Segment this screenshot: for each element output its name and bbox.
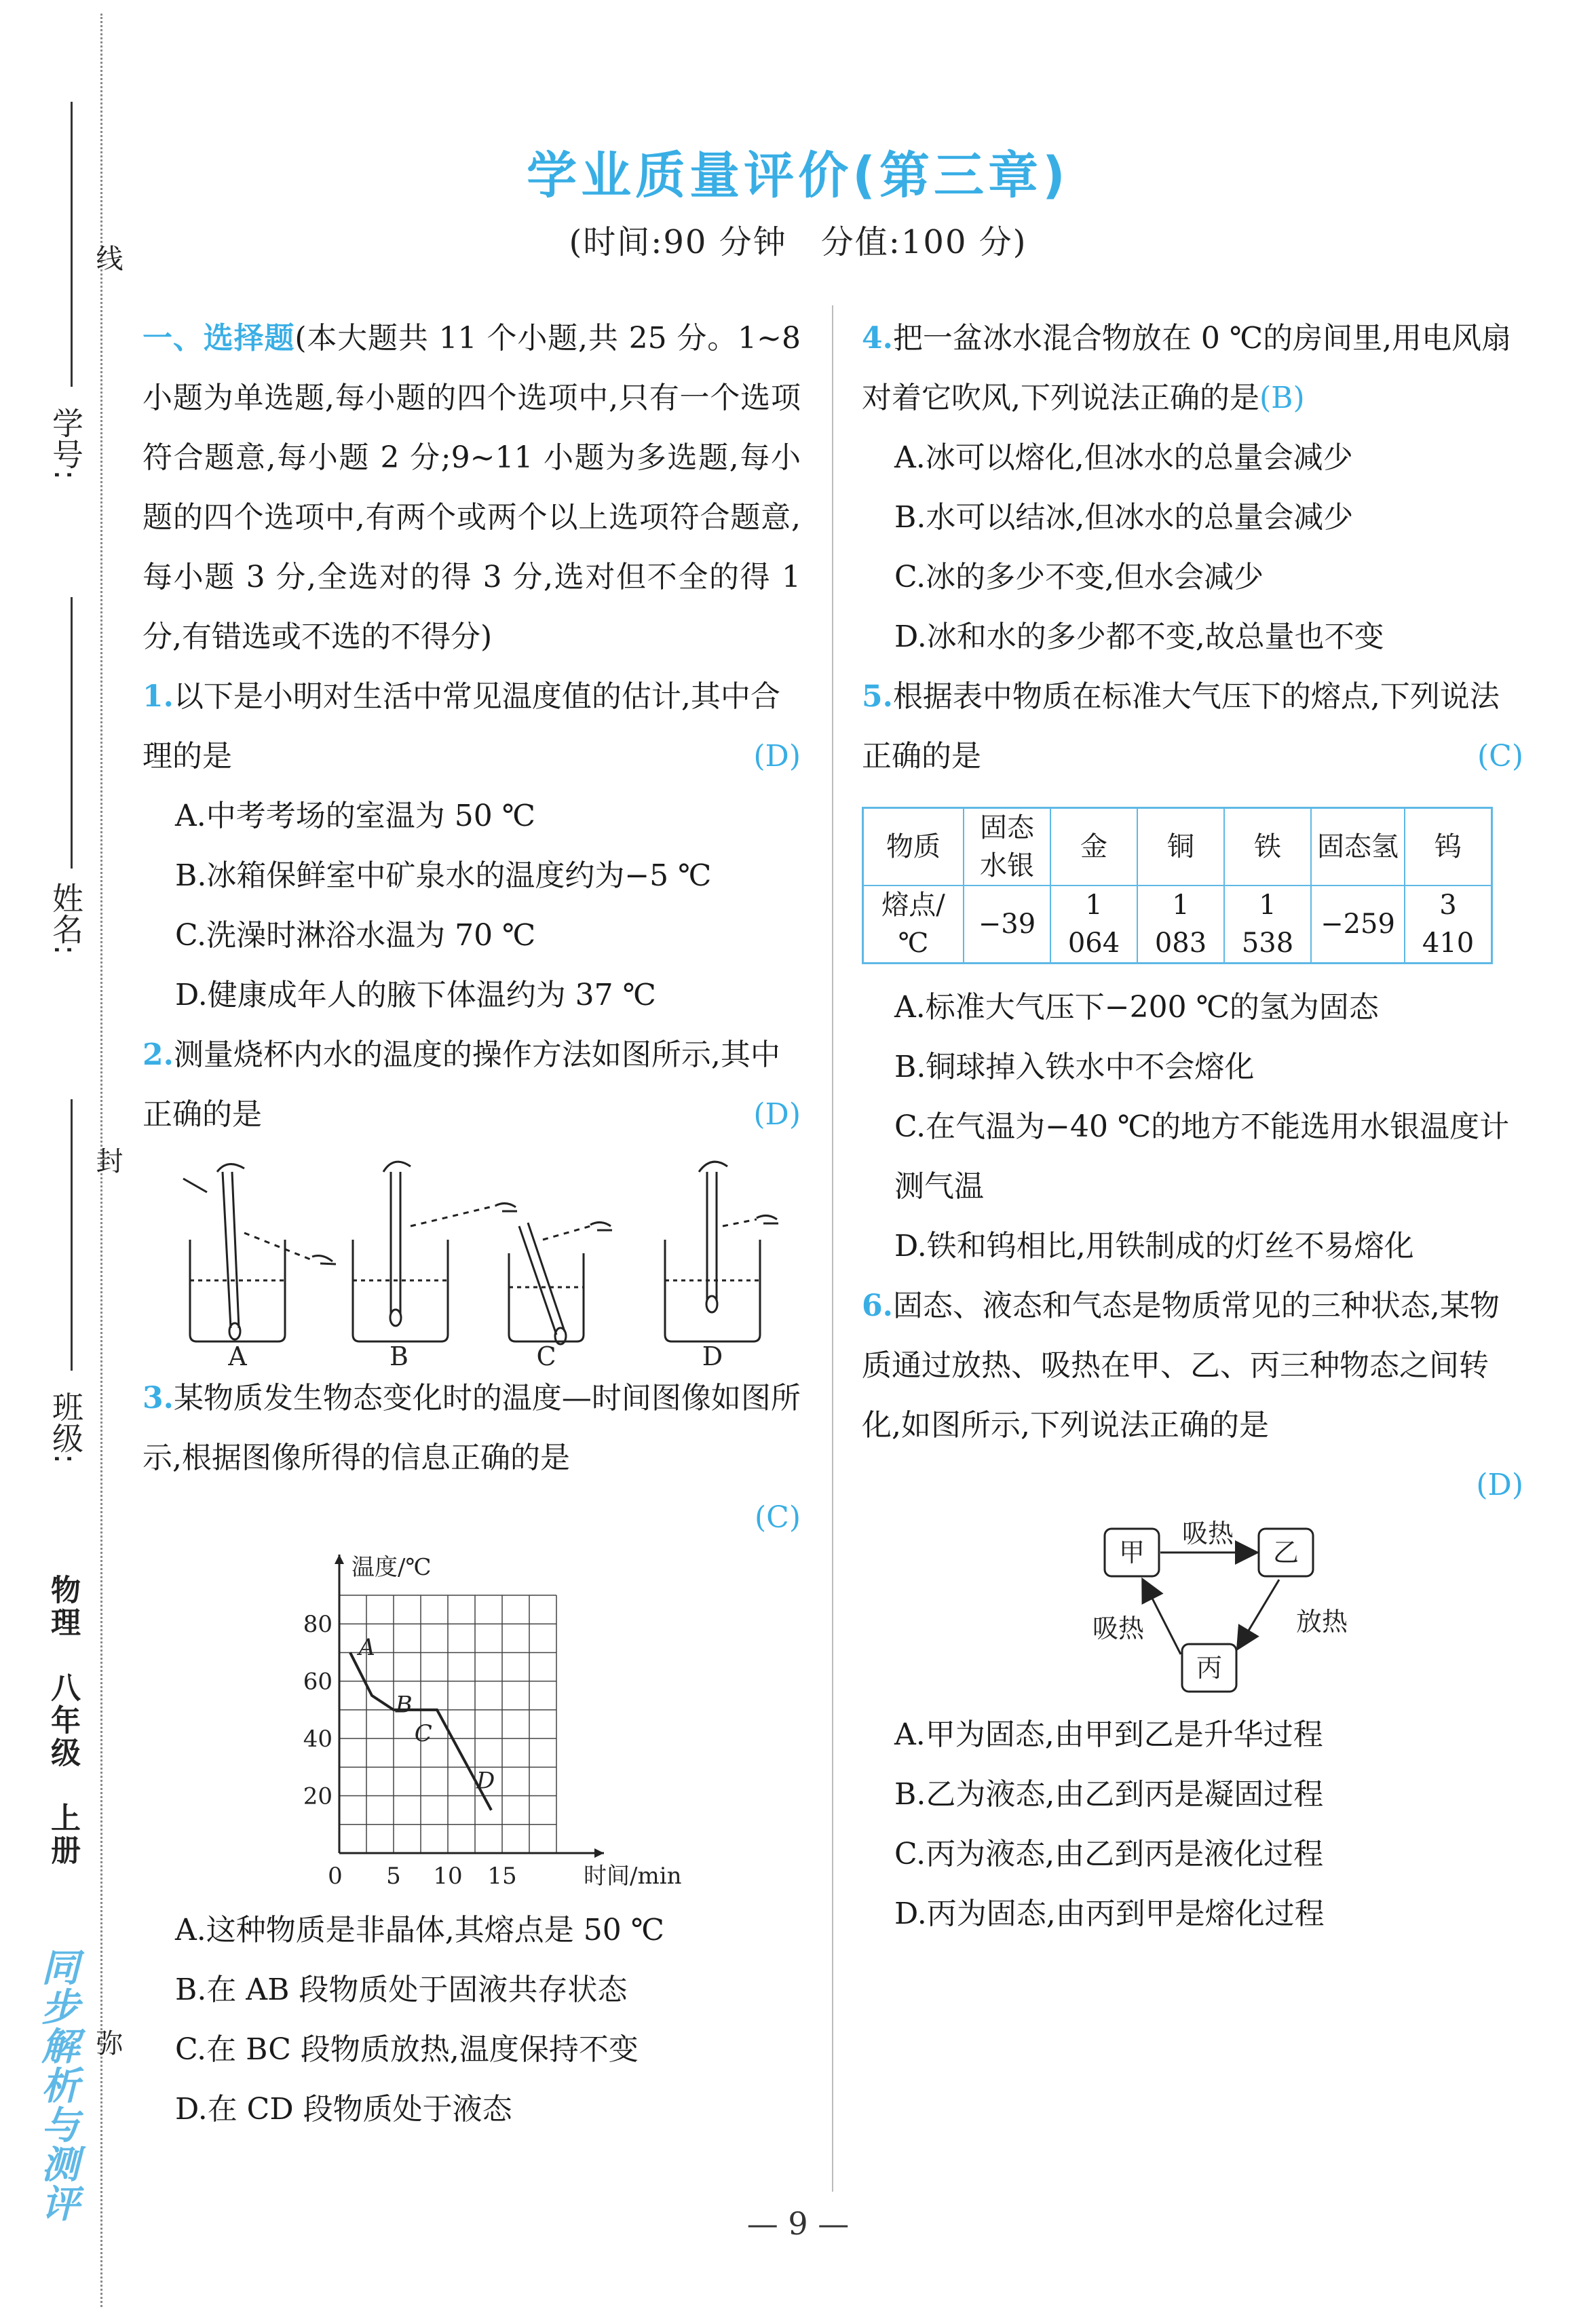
table-header-cell: 物质 bbox=[863, 808, 964, 886]
node-bing-label: 丙 bbox=[1196, 1653, 1223, 1683]
y-axis-arrow bbox=[335, 1555, 344, 1564]
table-cell: −259 bbox=[1311, 885, 1405, 964]
edge-bing-jia bbox=[1143, 1581, 1181, 1654]
option-a[interactable]: A.甲为固态,由甲到乙是升华过程 bbox=[894, 1717, 1323, 1752]
section-intro bbox=[142, 309, 801, 667]
question-2 bbox=[142, 1025, 801, 1369]
table-row bbox=[863, 885, 1492, 964]
question-number: 4. bbox=[862, 321, 893, 356]
table-cell: 1 538 bbox=[1224, 885, 1311, 964]
name-label: 姓名: bbox=[48, 882, 84, 955]
x-tick-label: 0 bbox=[328, 1863, 343, 1890]
y-tick-label: 60 bbox=[303, 1668, 332, 1696]
beaker-b bbox=[353, 1162, 517, 1341]
answer: (C) bbox=[755, 1500, 801, 1535]
beaker-c bbox=[509, 1222, 612, 1344]
option-b[interactable]: B.乙为液态,由乙到丙是凝固过程 bbox=[894, 1777, 1324, 1812]
seal-line-char: 线 bbox=[92, 244, 123, 271]
node-bing bbox=[1182, 1644, 1236, 1692]
table-cell: 1 083 bbox=[1137, 885, 1224, 964]
page-subtitle: (时间:90 分钟 分值:100 分) bbox=[569, 223, 1027, 261]
question-number: 5. bbox=[862, 679, 893, 714]
x-tick-label: 5 bbox=[386, 1863, 401, 1890]
answer: (D) bbox=[753, 1097, 801, 1132]
class-label: 班级: bbox=[48, 1391, 84, 1464]
option-c[interactable]: C.丙为液态,由乙到丙是液化过程 bbox=[894, 1837, 1324, 1871]
table-header-cell: 铁 bbox=[1224, 808, 1311, 886]
option-d[interactable]: D.丙为固态,由丙到甲是熔化过程 bbox=[894, 1897, 1325, 1931]
edge-label-release: 放热 bbox=[1296, 1607, 1348, 1637]
point-label-c: C bbox=[414, 1719, 432, 1747]
question-number: 6. bbox=[862, 1289, 893, 1323]
table-header-row bbox=[863, 808, 1492, 886]
point-label-d: D bbox=[476, 1767, 495, 1795]
table-cell: −39 bbox=[964, 885, 1050, 964]
state-transition-diagram bbox=[862, 1515, 1513, 1705]
point-label-b: B bbox=[395, 1691, 413, 1719]
edge-yi-bing bbox=[1238, 1580, 1279, 1647]
question-stem: 把一盆冰水混合物放在 0 ℃的房间里,用电风扇对着它吹风,下列说法正确的是 bbox=[862, 321, 1512, 415]
question-stem: 测量烧杯内水的温度的操作方法如图所示,其中正确的是 bbox=[142, 1037, 780, 1132]
figure-label-a: A bbox=[228, 1341, 247, 1369]
page-number: — 9 — bbox=[746, 2205, 850, 2242]
question-stem: 某物质发生物态变化时的温度—时间图像如图所示,根据图像所得的信息正确的是 bbox=[142, 1381, 801, 1475]
question-4 bbox=[862, 309, 1523, 667]
x-axis-label: 时间/min bbox=[584, 1863, 682, 1890]
question-stem: 以下是小明对生活中常见温度值的估计,其中合理的是 bbox=[142, 679, 780, 774]
table-header-cell: 铜 bbox=[1137, 808, 1224, 886]
x-axis-arrow bbox=[594, 1848, 604, 1858]
figure-label-c: C bbox=[536, 1341, 556, 1369]
question-3 bbox=[142, 1369, 801, 2139]
answer: (D) bbox=[1476, 1468, 1523, 1502]
y-tick-label: 20 bbox=[303, 1783, 332, 1810]
brand-logo-text: 同步解析与测评 bbox=[35, 1947, 79, 2223]
table-cell: 3 410 bbox=[1405, 885, 1492, 964]
left-column bbox=[142, 309, 801, 2139]
option-c[interactable]: C.在 BC 段物质放热,温度保持不变 bbox=[175, 2032, 639, 2067]
option-b[interactable]: B.铜球掉入铁水中不会熔化 bbox=[894, 1050, 1255, 1084]
section-instructions: (本大题共 11 个小题,共 25 分。1~8 小题为单选题,每小题的四个选项中,只有一个选项符合题意,每小题 2 分;9~11 小题为多选题,每小题的四个选项中,有两个或两个以上选项符合题意,每小题 3 分,全选对的得 3 分,选对但不全的得 1 分,有错选或不选的不得分) bbox=[142, 321, 801, 654]
node-jia-label: 甲 bbox=[1118, 1538, 1145, 1567]
table-header-cell: 固态水银 bbox=[964, 808, 1050, 886]
node-yi bbox=[1259, 1529, 1313, 1576]
melting-point-table bbox=[862, 807, 1493, 964]
section-heading: 一、选择题 bbox=[142, 321, 295, 356]
edge-label-absorb-top: 吸热 bbox=[1181, 1519, 1234, 1548]
node-yi-label: 乙 bbox=[1272, 1538, 1299, 1567]
table-header-cell: 钨 bbox=[1405, 808, 1492, 886]
question-5 bbox=[862, 667, 1523, 1276]
option-a[interactable]: A.中考考场的室温为 50 ℃ bbox=[175, 799, 535, 833]
name-blank[interactable] bbox=[71, 597, 73, 869]
temperature-time-chart bbox=[142, 1548, 794, 1901]
question-number: 3. bbox=[142, 1381, 174, 1415]
right-column bbox=[862, 309, 1523, 1944]
question-6 bbox=[862, 1276, 1523, 1944]
book-info: 物理 八年级 上册 bbox=[45, 1574, 80, 1867]
y-tick-label: 80 bbox=[303, 1611, 332, 1639]
seal-feng-char: 封 bbox=[92, 1147, 123, 1174]
class-blank[interactable] bbox=[71, 1099, 73, 1371]
option-c[interactable]: C.洗澡时淋浴水温为 70 ℃ bbox=[175, 918, 536, 953]
figure-label-b: B bbox=[390, 1341, 408, 1369]
thermometer-beakers-figure bbox=[142, 1145, 794, 1369]
option-b[interactable]: B.在 AB 段物质处于固液共存状态 bbox=[175, 1973, 628, 2007]
question-1 bbox=[142, 667, 801, 1025]
x-tick-label: 10 bbox=[433, 1863, 463, 1890]
option-c[interactable]: C.在气温为−40 ℃的地方不能选用水银温度计测气温 bbox=[894, 1109, 1510, 1204]
question-stem: 根据表中物质在标准大气压下的熔点,下列说法正确的是 bbox=[862, 679, 1500, 774]
beaker-d bbox=[665, 1162, 778, 1341]
option-a[interactable]: A.这种物质是非晶体,其熔点是 50 ℃ bbox=[175, 1913, 664, 1947]
option-a[interactable]: A.标准大气压下−200 ℃的氢为固态 bbox=[894, 990, 1379, 1025]
question-number: 2. bbox=[142, 1037, 174, 1072]
option-d[interactable]: D.冰和水的多少都不变,故总量也不变 bbox=[894, 620, 1384, 654]
table-row-label: 熔点/℃ bbox=[863, 885, 964, 964]
student-number-label: 学号: bbox=[48, 407, 84, 480]
figure-label-d: D bbox=[702, 1341, 723, 1369]
table-cell: 1 064 bbox=[1050, 885, 1137, 964]
y-axis-label: 温度/℃ bbox=[352, 1554, 432, 1581]
seal-mi-char: 弥 bbox=[92, 2029, 123, 2056]
option-d[interactable]: D.健康成年人的腋下体温约为 37 ℃ bbox=[175, 978, 656, 1012]
option-b[interactable]: B.水可以结冰,但冰水的总量会减少 bbox=[894, 500, 1354, 535]
option-d[interactable]: D.在 CD 段物质处于液态 bbox=[175, 2092, 512, 2127]
option-d[interactable]: D.铁和钨相比,用铁制成的灯丝不易熔化 bbox=[894, 1229, 1414, 1263]
option-b[interactable]: B.冰箱保鲜室中矿泉水的温度约为−5 ℃ bbox=[175, 858, 712, 893]
beaker-a bbox=[183, 1164, 336, 1341]
x-tick-label: 15 bbox=[487, 1863, 517, 1890]
point-label-a: A bbox=[358, 1634, 375, 1661]
page-title: 学业质量评价(第三章) bbox=[527, 147, 1069, 205]
node-jia bbox=[1105, 1529, 1159, 1576]
column-divider bbox=[832, 305, 833, 2192]
edge-label-absorb-left: 吸热 bbox=[1092, 1614, 1145, 1643]
answer: (B) bbox=[1259, 381, 1305, 415]
table-header-cell: 固态氢 bbox=[1311, 808, 1405, 886]
table-header-cell: 金 bbox=[1050, 808, 1137, 886]
question-number: 1. bbox=[142, 679, 174, 714]
answer: (D) bbox=[753, 739, 801, 774]
option-a[interactable]: A.冰可以熔化,但冰水的总量会减少 bbox=[894, 440, 1353, 475]
question-stem: 固态、液态和气态是物质常见的三种状态,某物质通过放热、吸热在甲、乙、丙三种物态之间转化,如图所示,下列说法正确的是 bbox=[862, 1289, 1500, 1443]
answer: (C) bbox=[1477, 739, 1523, 774]
option-c[interactable]: C.冰的多少不变,但水会减少 bbox=[894, 560, 1264, 594]
y-tick-label: 40 bbox=[303, 1726, 332, 1753]
